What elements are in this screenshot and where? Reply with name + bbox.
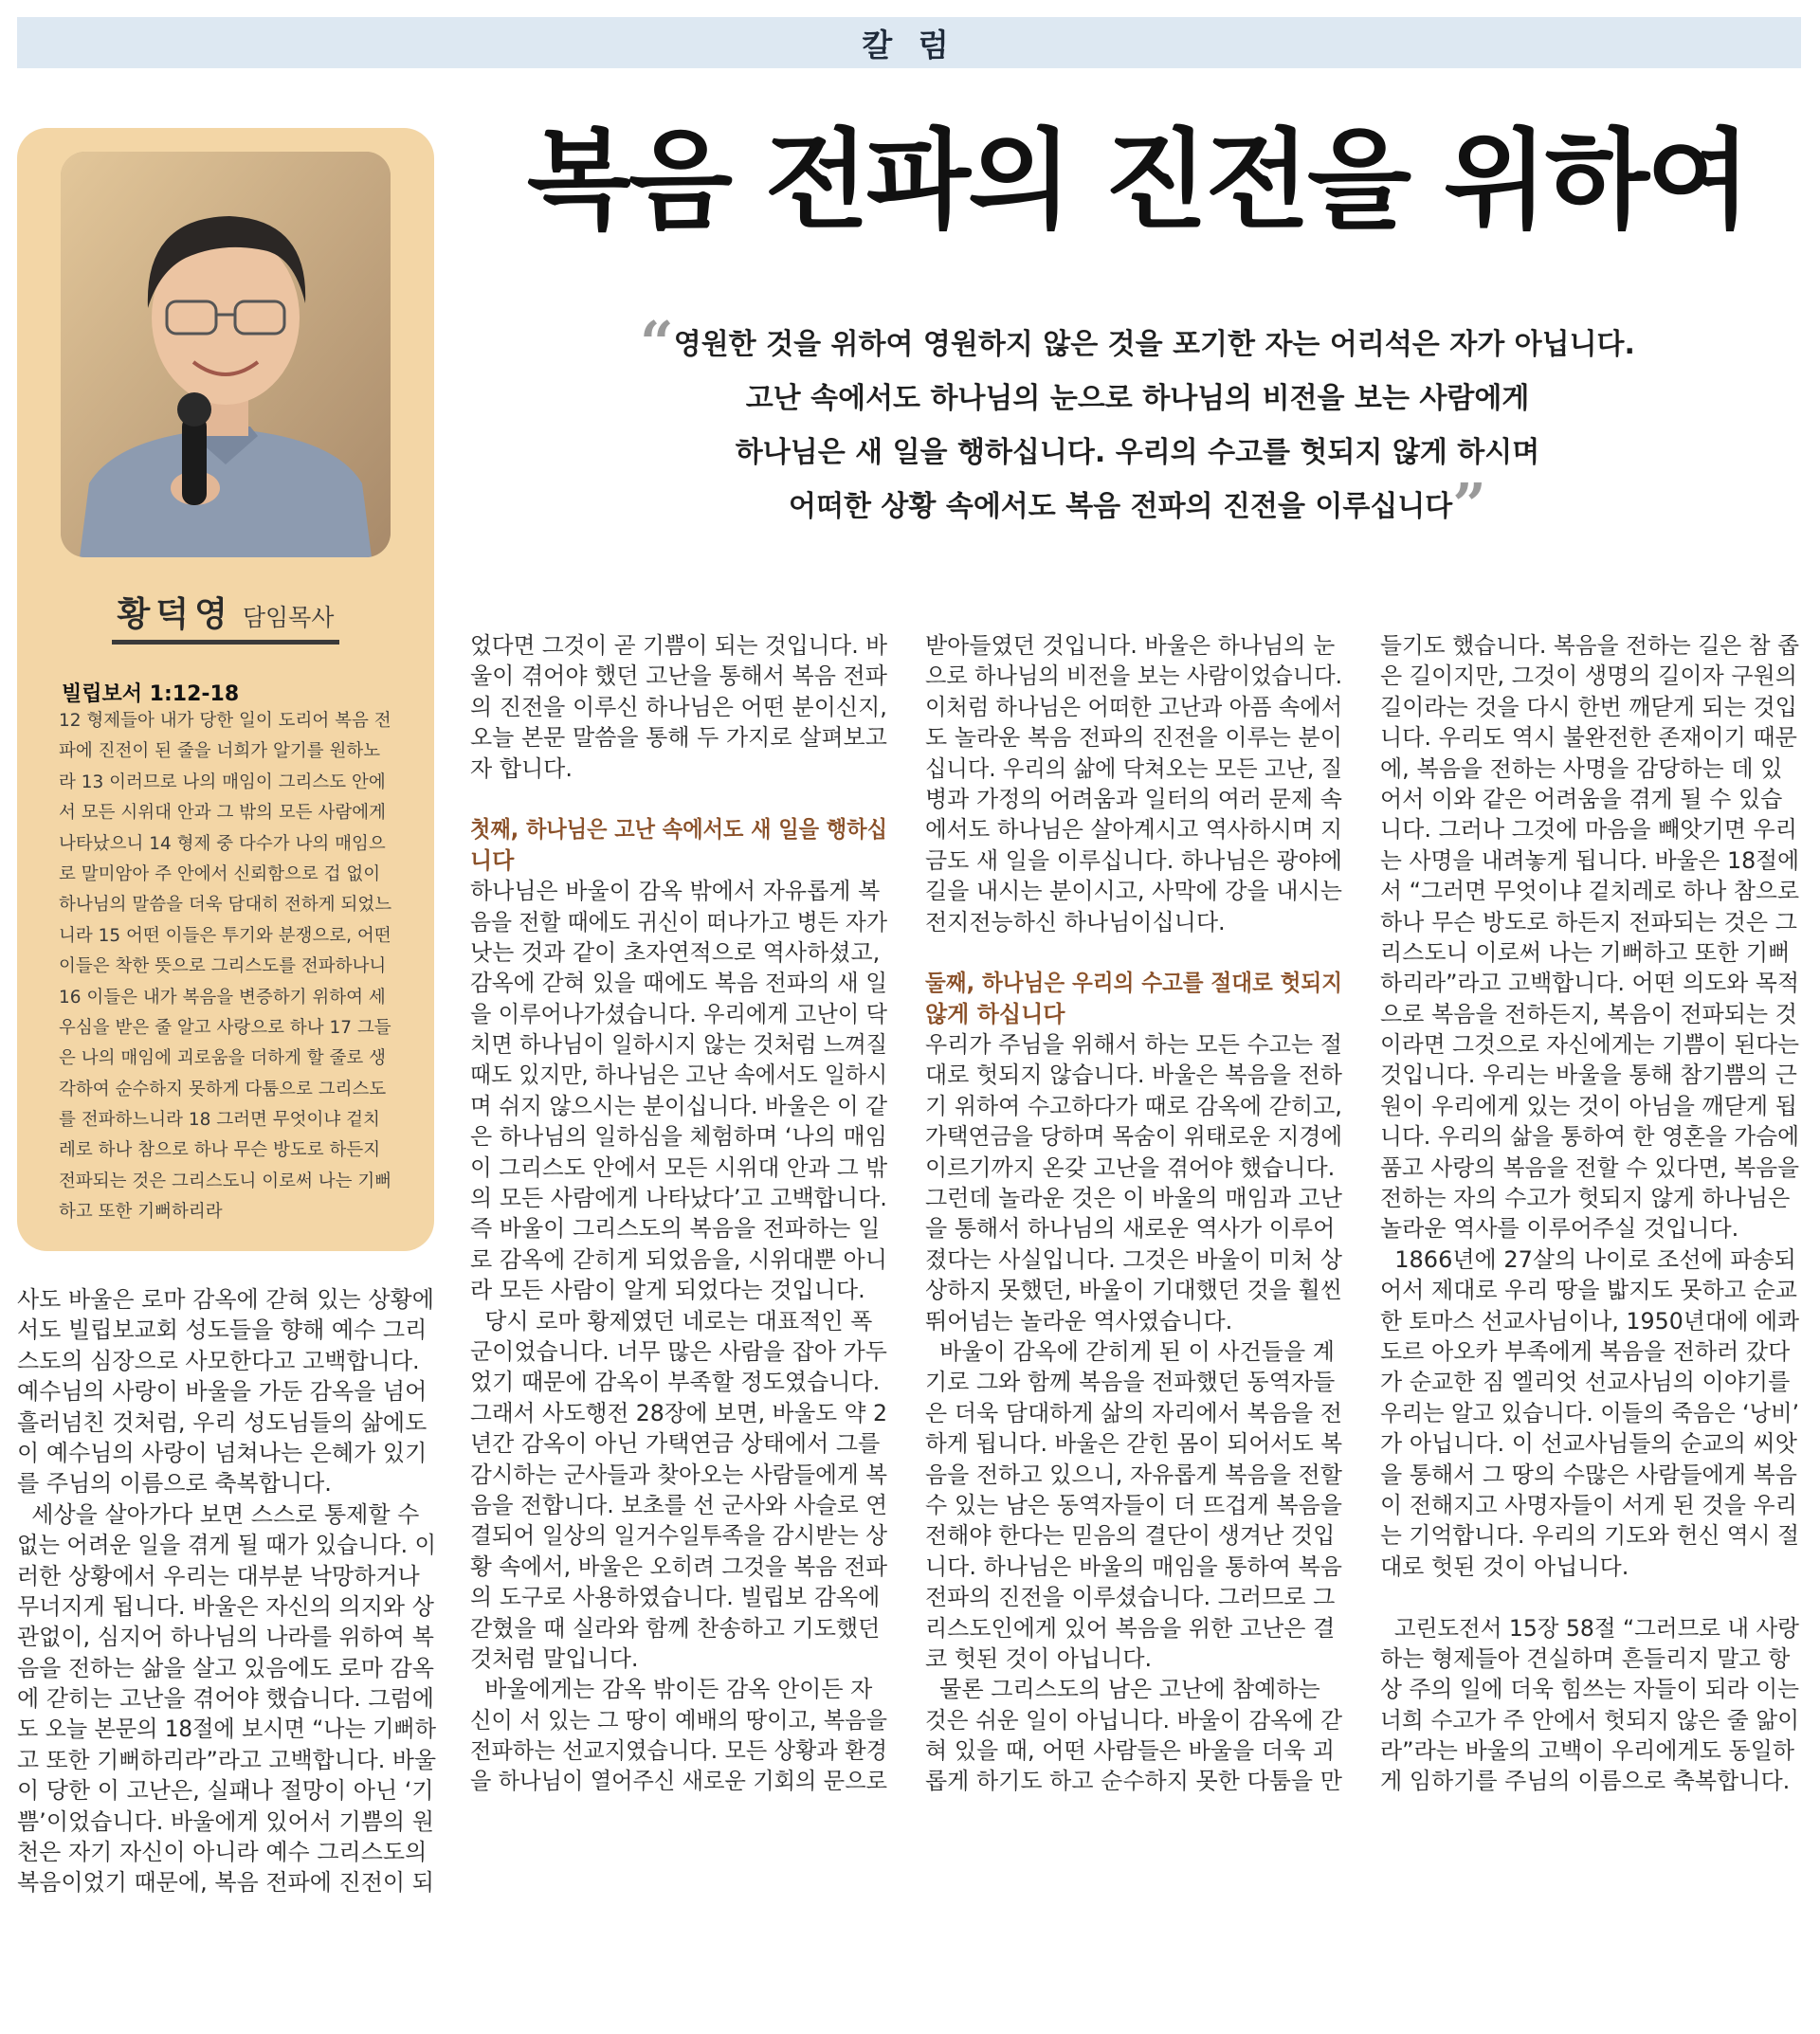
body-line: 1866년에 27살의 나이로 조선에 파송되 — [1380, 1245, 1796, 1273]
pull-quote-line: 하나님은 새 일을 행하십니다. 우리의 수고를 헛되지 않게 하시며 — [735, 436, 1540, 469]
scripture-line: 하고 또한 기뻐하리라 — [59, 1202, 223, 1223]
pull-quote-line: “영원한 것을 위하여 영원하지 않은 것을 포기한 자는 어리석은 자가 아닙니다. — [640, 308, 1635, 377]
body-line: 흘러넘친 것처럼, 우리 성도님들의 삶에도 — [17, 1408, 428, 1436]
pull-quote-line: 어떠한 상황 속에서도 복음 전파의 진전을 이루십니다” — [789, 470, 1486, 539]
body-line: 니다. 우리도 역시 불완전한 존재이기 때문 — [1380, 724, 1797, 752]
body-line: 그래서 사도행전 28장에 보면, 바울도 약 2 — [470, 1399, 887, 1426]
body-line: 천은 자기 자신이 아니라 예수 그리스도의 — [17, 1839, 428, 1866]
body-line: 니다. 하나님은 바울의 매임을 통하여 복음 — [925, 1553, 1342, 1580]
body-line: 에서도 하나님은 살아계시고 역사하시며 지 — [925, 816, 1342, 844]
body-line: 게 임하기를 주님의 이름으로 축복합니다. — [1380, 1768, 1791, 1795]
body-line: 스도의 심장으로 사모한다고 고백합니다. — [17, 1347, 420, 1374]
body-line: 이 그리스도 안에서 모든 시위대 안과 그 밖 — [470, 1153, 887, 1181]
body-line: 리스도니 이로써 나는 기뻐하고 또한 기뻐 — [1380, 938, 1791, 966]
body-line: 을 통해서 하나님의 새로운 역사가 이루어 — [925, 1215, 1336, 1243]
body-line: 고 또한 기뻐하리라”라고 고백합니다. 바울 — [17, 1746, 436, 1773]
body-line: 이 예수님의 사랑이 넘쳐나는 은혜가 있기 — [17, 1439, 428, 1466]
body-line: 전지전능하신 하나님이십니다. — [925, 908, 1226, 935]
body-line: 전파의 진전을 이루셨습니다. 그러므로 그 — [925, 1584, 1336, 1611]
body-line: 우리는 알고 있습니다. 이들의 죽음은 ‘낭비’ — [1380, 1399, 1799, 1426]
scripture-line: 각하여 순수하지 못하게 다툼으로 그리스도 — [59, 1079, 387, 1099]
headline: 복음 전파의 진전을 위하여 — [526, 118, 1749, 244]
body-line: 하나님은 바울이 감옥 밖에서 자유롭게 복 — [470, 878, 881, 905]
body-line: 갇혔을 때 실라와 함께 찬송하고 기도했던 — [470, 1614, 881, 1642]
name-underline — [112, 640, 339, 645]
body-line: 기 위하여 수고하다가 때로 감옥에 갇히고, — [925, 1092, 1342, 1119]
body-line: 가 아닙니다. 이 선교사님들의 순교의 씨앗 — [1380, 1430, 1797, 1458]
body-line: 결되어 일상의 일거수일투족을 감시받는 상 — [470, 1522, 887, 1550]
body-line: 복음이었기 때문에, 복음 전파에 진전이 되 — [17, 1869, 434, 1897]
body-line: 도 오늘 본문의 18절에 보시면 “나는 기뻐하 — [17, 1716, 436, 1743]
body-line: 라”라는 바울의 고백이 우리에게도 동일하 — [1380, 1737, 1795, 1765]
body-line: 이르기까지 온갖 고난을 겪어야 했습니다. — [925, 1153, 1336, 1181]
scripture-line: 서 모든 시위대 안과 그 밖의 모든 사람에게 — [59, 803, 386, 824]
body-line: 오늘 본문 말씀을 통해 두 가지로 살펴보고 — [470, 724, 887, 752]
body-line: 을 이루어나가셨습니다. 우리에게 고난이 닥 — [470, 1000, 887, 1027]
body-line: 감시하는 군사들과 찾아오는 사람들에게 복 — [470, 1461, 887, 1488]
body-line: 십니다. 우리의 삶에 닥쳐오는 모든 고난, 질 — [925, 754, 1342, 782]
body-line: 때도 있지만, 하나님은 고난 속에서도 일하시 — [470, 1062, 887, 1089]
body-line: 사도 바울은 로마 감옥에 갇혀 있는 상황에 — [17, 1286, 434, 1313]
body-line: 년간 감옥이 아닌 가택연금 상태에서 그를 — [470, 1430, 881, 1458]
body-line: 는 기억합니다. 우리의 기도와 헌신 역시 절 — [1380, 1522, 1799, 1550]
scripture-line: 12 형제들아 내가 당한 일이 도리어 복음 전 — [59, 711, 391, 731]
open-quote-icon: “ — [640, 308, 674, 377]
body-line: 은 길이지만, 그것이 생명의 길이자 구원의 — [1380, 663, 1797, 690]
body-line: 세상을 살아가다 보면 스스로 통제할 수 — [17, 1500, 420, 1528]
scripture-line: 레로 하나 참으로 하나 무슨 방도로 하든지 — [59, 1140, 381, 1161]
body-line: 어서 이와 같은 어려움을 겪게 될 수 있습 — [1380, 785, 1783, 812]
subheading-line: 첫째, 하나님은 고난 속에서도 새 일을 행하십 — [470, 816, 887, 844]
body-line: 니다. 우리의 삶을 통하여 한 영혼을 가슴에 — [1380, 1123, 1799, 1151]
body-line: 것입니다. 우리는 바울을 통해 참기쁨의 근 — [1380, 1062, 1797, 1089]
scripture-line: 이들은 착한 뜻으로 그리스도를 전파하나니 — [59, 956, 387, 977]
body-line: 없는 어려운 일을 겪게 될 때가 있습니다. 이 — [17, 1532, 436, 1559]
body-line: 음을 전할 때에도 귀신이 떠나가고 병든 자가 — [470, 908, 887, 935]
body-line: 의 모든 사람에게 나타났다’고 고백합니다. — [470, 1185, 887, 1212]
section-bar — [17, 17, 1801, 68]
body-line: 바울이 감옥에 갇히게 된 이 사건들을 계 — [925, 1337, 1335, 1365]
scripture-line: 은 나의 매임에 괴로움을 더하게 할 줄로 생 — [59, 1048, 386, 1069]
column-3 — [925, 630, 1342, 1797]
pull-quote — [607, 308, 1668, 539]
body-line: 도 놀라운 복음 전파의 진전을 이루는 분이 — [925, 724, 1342, 752]
column-4 — [1380, 630, 1799, 1797]
body-line: 의 진전을 이루신 하나님은 어떤 분이신지, — [470, 693, 887, 720]
scripture-line: 하나님의 말씀을 더욱 담대히 전하게 되었느 — [59, 895, 392, 916]
subheading-line: 않게 하십니다 — [925, 1000, 1065, 1027]
body-line: 금도 새 일을 이루십니다. 하나님은 광야에 — [925, 846, 1342, 874]
body-line: 이 전해지고 사명자들이 서게 된 것을 우리 — [1380, 1491, 1797, 1518]
body-line: 울이 겪어야 했던 고난을 통해서 복음 전파 — [470, 663, 887, 690]
body-line: 것처럼 말입니다. — [470, 1644, 639, 1672]
body-line: 에 갇히는 고난을 겪어야 했습니다. 그럼에 — [17, 1685, 434, 1713]
body-line: 품고 사랑의 복음을 전할 수 있다면, 복음을 — [1380, 1153, 1799, 1181]
body-line: 었다면 그것이 곧 기쁨이 되는 것입니다. 바 — [470, 632, 887, 659]
body-line: 서도 빌립보교회 성도들을 향해 예수 그리 — [17, 1317, 428, 1344]
body-line: 었기 때문에 감옥이 부족할 정도였습니다. — [470, 1369, 881, 1396]
section-label: 칼 럼 — [862, 26, 956, 64]
body-line: 이라면 그것으로 자신에게는 기쁨이 된다는 — [1380, 1031, 1799, 1059]
column-2 — [470, 630, 887, 1797]
body-line: 가 순교한 짐 엘리엇 선교사님의 이야기를 — [1380, 1369, 1791, 1396]
author-sidebar — [17, 128, 434, 1251]
body-line: 병과 가정의 어려움과 일터의 여러 문제 속 — [925, 785, 1342, 812]
body-line: 너희 수고가 주 안에서 헛되지 않은 줄 앎이 — [1380, 1706, 1799, 1734]
body-line: 으로 복음을 전하든지, 복음이 전파되는 것 — [1380, 1000, 1797, 1027]
body-line — [470, 784, 887, 814]
body-line: 서 “그러면 무엇이냐 겉치레로 하나 참으로 — [1380, 878, 1799, 905]
body-line: 로 감옥에 갇히게 되었음을, 시위대뿐 아니 — [470, 1245, 887, 1273]
body-line: 바울에게는 감옥 밖이든 감옥 안이든 자 — [470, 1676, 873, 1703]
close-quote-icon: ” — [1452, 470, 1486, 539]
body-line: 황 속에서, 바울은 오히려 그것을 복음 전파 — [470, 1553, 887, 1580]
body-line: 하는 형제들아 견실하며 흔들리지 말고 항 — [1380, 1644, 1791, 1672]
scripture-line: 파에 진전이 된 줄을 너희가 알기를 원하노 — [59, 741, 381, 762]
body-line — [925, 937, 1342, 968]
body-line: 을 통해서 그 땅의 수많은 사람들에게 복음 — [1380, 1461, 1797, 1488]
body-line: 니다. 그러나 그것에 마음을 빼앗기면 우리 — [1380, 816, 1797, 844]
body-line: 하게 됩니다. 바울은 갇힌 몸이 되어서도 복 — [925, 1430, 1342, 1458]
author-photo — [61, 152, 391, 557]
body-line: 하나 무슨 방도로 하든지 전파되는 것은 그 — [1380, 908, 1797, 935]
body-line: 코 헛된 것이 아닙니다. — [925, 1644, 1153, 1672]
body-line: 치면 하나님이 일하시지 않는 것처럼 느껴질 — [470, 1031, 887, 1059]
body-line: 한 토마스 선교사님이나, 1950년대에 에콰 — [1380, 1307, 1799, 1335]
body-line: 하리라”라고 고백합니다. 어떤 의도와 목적 — [1380, 970, 1799, 997]
body-line: 물론 그리스도의 남은 고난에 참예하는 — [925, 1676, 1320, 1703]
scripture-line: 나타났으니 14 형제 중 다수가 나의 매임으 — [59, 833, 386, 854]
body-line: 으로 하나님의 비전을 보는 사람이었습니다. — [925, 663, 1342, 690]
body-line: 도르 아오카 부족에게 복음을 전하러 갔다 — [1380, 1337, 1791, 1365]
body-line: 며 쉬지 않으시는 분이십니다. 바울은 이 같 — [470, 1092, 887, 1119]
body-line: 라 모든 사람이 알게 되었다는 것입니다. — [470, 1277, 865, 1304]
body-line: 음을 전하는 삶을 살고 있음에도 로마 감옥 — [17, 1654, 434, 1681]
scripture-line: 우심을 받은 줄 알고 사랑으로 하나 17 그들 — [59, 1017, 391, 1038]
body-line: 롭게 하기도 하고 순수하지 못한 다툼을 만 — [925, 1768, 1342, 1795]
body-line: 졌다는 사실입니다. 그것은 바울이 미처 상 — [925, 1245, 1342, 1273]
subheading-line: 니다 — [470, 846, 515, 874]
scripture-line: 를 전파하느니라 18 그러면 무엇이냐 겉치 — [59, 1110, 380, 1131]
body-line: 당시 로마 황제였던 네로는 대표적인 폭 — [470, 1307, 873, 1335]
body-line: 러한 상황에서 우리는 대부분 낙망하거나 — [17, 1562, 420, 1589]
scripture-reference: 빌립보서 1:12-18 — [62, 682, 240, 706]
body-line: 것은 쉬운 일이 아닙니다. 바울이 감옥에 갇 — [925, 1706, 1342, 1734]
column-1 — [17, 1284, 436, 1898]
body-line: 무너지게 됩니다. 바울은 자신의 의지와 상 — [17, 1592, 434, 1620]
scripture-line: 니라 15 어떤 이들은 투기와 분쟁으로, 어떤 — [59, 925, 391, 946]
author-name-row — [17, 588, 434, 636]
body-line: 어서 제대로 우리 땅을 밟지도 못하고 순교 — [1380, 1277, 1797, 1304]
body-line: 은 더욱 담대하게 삶의 자리에서 복음을 전 — [925, 1399, 1342, 1426]
body-line: 대로 헛된 것이 아닙니다. — [1380, 1553, 1629, 1580]
body-line: 받아들였던 것입니다. 바울은 하나님의 눈 — [925, 632, 1336, 659]
body-line: 에, 복음을 전하는 사명을 감당하는 데 있 — [1380, 754, 1783, 782]
body-line: 전하는 자의 수고가 헛되지 않게 하나님은 — [1380, 1185, 1791, 1212]
body-line: 상하지 못했던, 바울이 기대했던 것을 훨씬 — [925, 1277, 1342, 1304]
author-name: 황덕영 — [117, 595, 233, 634]
scripture-line: 16 이들은 내가 복음을 변증하기 위하여 세 — [59, 987, 386, 1008]
pull-quote-line: 고난 속에서도 하나님의 눈으로 하나님의 비전을 보는 사람에게 — [745, 382, 1530, 415]
body-line: 는 사명을 내려놓게 됩니다. 바울은 18절에 — [1380, 846, 1799, 874]
scripture-line: 로 말미암아 주 안에서 신뢰함으로 겁 없이 — [59, 863, 381, 884]
body-line: 이처럼 하나님은 어떠한 고난과 아픔 속에서 — [925, 693, 1342, 720]
body-line: 전파하는 선교지였습니다. 모든 상황과 환경 — [470, 1737, 887, 1765]
body-line: 우리가 주님을 위해서 하는 모든 수고는 절 — [925, 1031, 1342, 1059]
body-line: 낫는 것과 같이 초자연적으로 역사하셨고, — [470, 938, 881, 966]
body-line: 그런데 놀라운 것은 이 바울의 매임과 고난 — [925, 1185, 1342, 1212]
body-line: 대로 헛되지 않습니다. 바울은 복음을 전하 — [925, 1062, 1342, 1089]
body-line: 원이 우리에게 있는 것이 아님을 깨닫게 됩 — [1380, 1092, 1797, 1119]
body-line: 군이었습니다. 너무 많은 사람을 잡아 가두 — [470, 1337, 887, 1365]
body-line: 기로 그와 함께 복음을 전파했던 동역자들 — [925, 1369, 1336, 1396]
body-line: 이 당한 이 고난은, 실패나 절망이 아닌 ‘기 — [17, 1777, 434, 1805]
body-line: 감옥에 갇혀 있을 때에도 복음 전파의 새 일 — [470, 970, 887, 997]
body-line: 를 주님의 이름으로 축복합니다. — [17, 1470, 332, 1498]
body-line: 가택연금을 당하며 목숨이 위태로운 지경에 — [925, 1123, 1342, 1151]
body-line: 을 하나님이 열어주신 새로운 기회의 문으로 — [470, 1768, 887, 1795]
subheading-line: 둘째, 하나님은 우리의 수고를 절대로 헛되지 — [925, 970, 1342, 997]
author-portrait-icon — [61, 152, 391, 557]
body-line: 길이라는 것을 다시 한번 깨닫게 되는 것입 — [1380, 693, 1797, 720]
body-line — [1380, 1582, 1799, 1612]
body-line: 리스도인에게 있어 복음을 위한 고난은 결 — [925, 1614, 1336, 1642]
body-line: 길을 내시는 분이시고, 사막에 강을 내시는 — [925, 878, 1342, 905]
body-line: 상 주의 일에 더욱 힘쓰는 자들이 되라 이는 — [1380, 1676, 1799, 1703]
author-role: 담임목사 — [242, 604, 335, 631]
scripture-line: 라 13 이러므로 나의 매임이 그리스도 안에 — [59, 772, 386, 792]
body-line: 예수님의 사랑이 바울을 가둔 감옥을 넘어 — [17, 1378, 428, 1406]
body-line: 뛰어넘는 놀라운 역사였습니다. — [925, 1307, 1233, 1335]
body-line: 쁨’이었습니다. 바울에게 있어서 기쁨의 원 — [17, 1807, 434, 1835]
body-line: 들기도 했습니다. 복음을 전하는 길은 참 좁 — [1380, 632, 1799, 659]
body-line: 음을 전하고 있으니, 자유롭게 복음을 전할 — [925, 1461, 1342, 1488]
body-line: 전해야 한다는 믿음의 결단이 생겨난 것입 — [925, 1522, 1336, 1550]
body-line: 놀라운 역사를 이루어주실 것입니다. — [1380, 1215, 1739, 1243]
scripture-line: 전파되는 것은 그리스도니 이로써 나는 기뻐 — [59, 1171, 392, 1191]
body-line: 음을 전합니다. 보초를 선 군사와 사슬로 연 — [470, 1491, 887, 1518]
body-line: 은 하나님의 일하심을 체험하며 ‘나의 매임 — [470, 1123, 887, 1151]
body-line: 자 합니다. — [470, 754, 573, 782]
body-line: 관없이, 심지어 하나님의 나라를 위하여 복 — [17, 1624, 434, 1651]
body-line: 신이 서 있는 그 땅이 예배의 땅이고, 복음을 — [470, 1706, 887, 1734]
body-line: 의 도구로 사용하였습니다. 빌립보 감옥에 — [470, 1584, 881, 1611]
body-line: 고린도전서 15장 58절 “그러므로 내 사랑 — [1380, 1614, 1799, 1642]
body-line: 수 있는 남은 동역자들이 더 뜨겁게 복음을 — [925, 1491, 1342, 1518]
body-line: 혀 있을 때, 어떤 사람들은 바울을 더욱 괴 — [925, 1737, 1335, 1765]
scripture-text — [59, 706, 410, 1228]
body-line: 즉 바울이 그리스도의 복음을 전파하는 일 — [470, 1215, 881, 1243]
